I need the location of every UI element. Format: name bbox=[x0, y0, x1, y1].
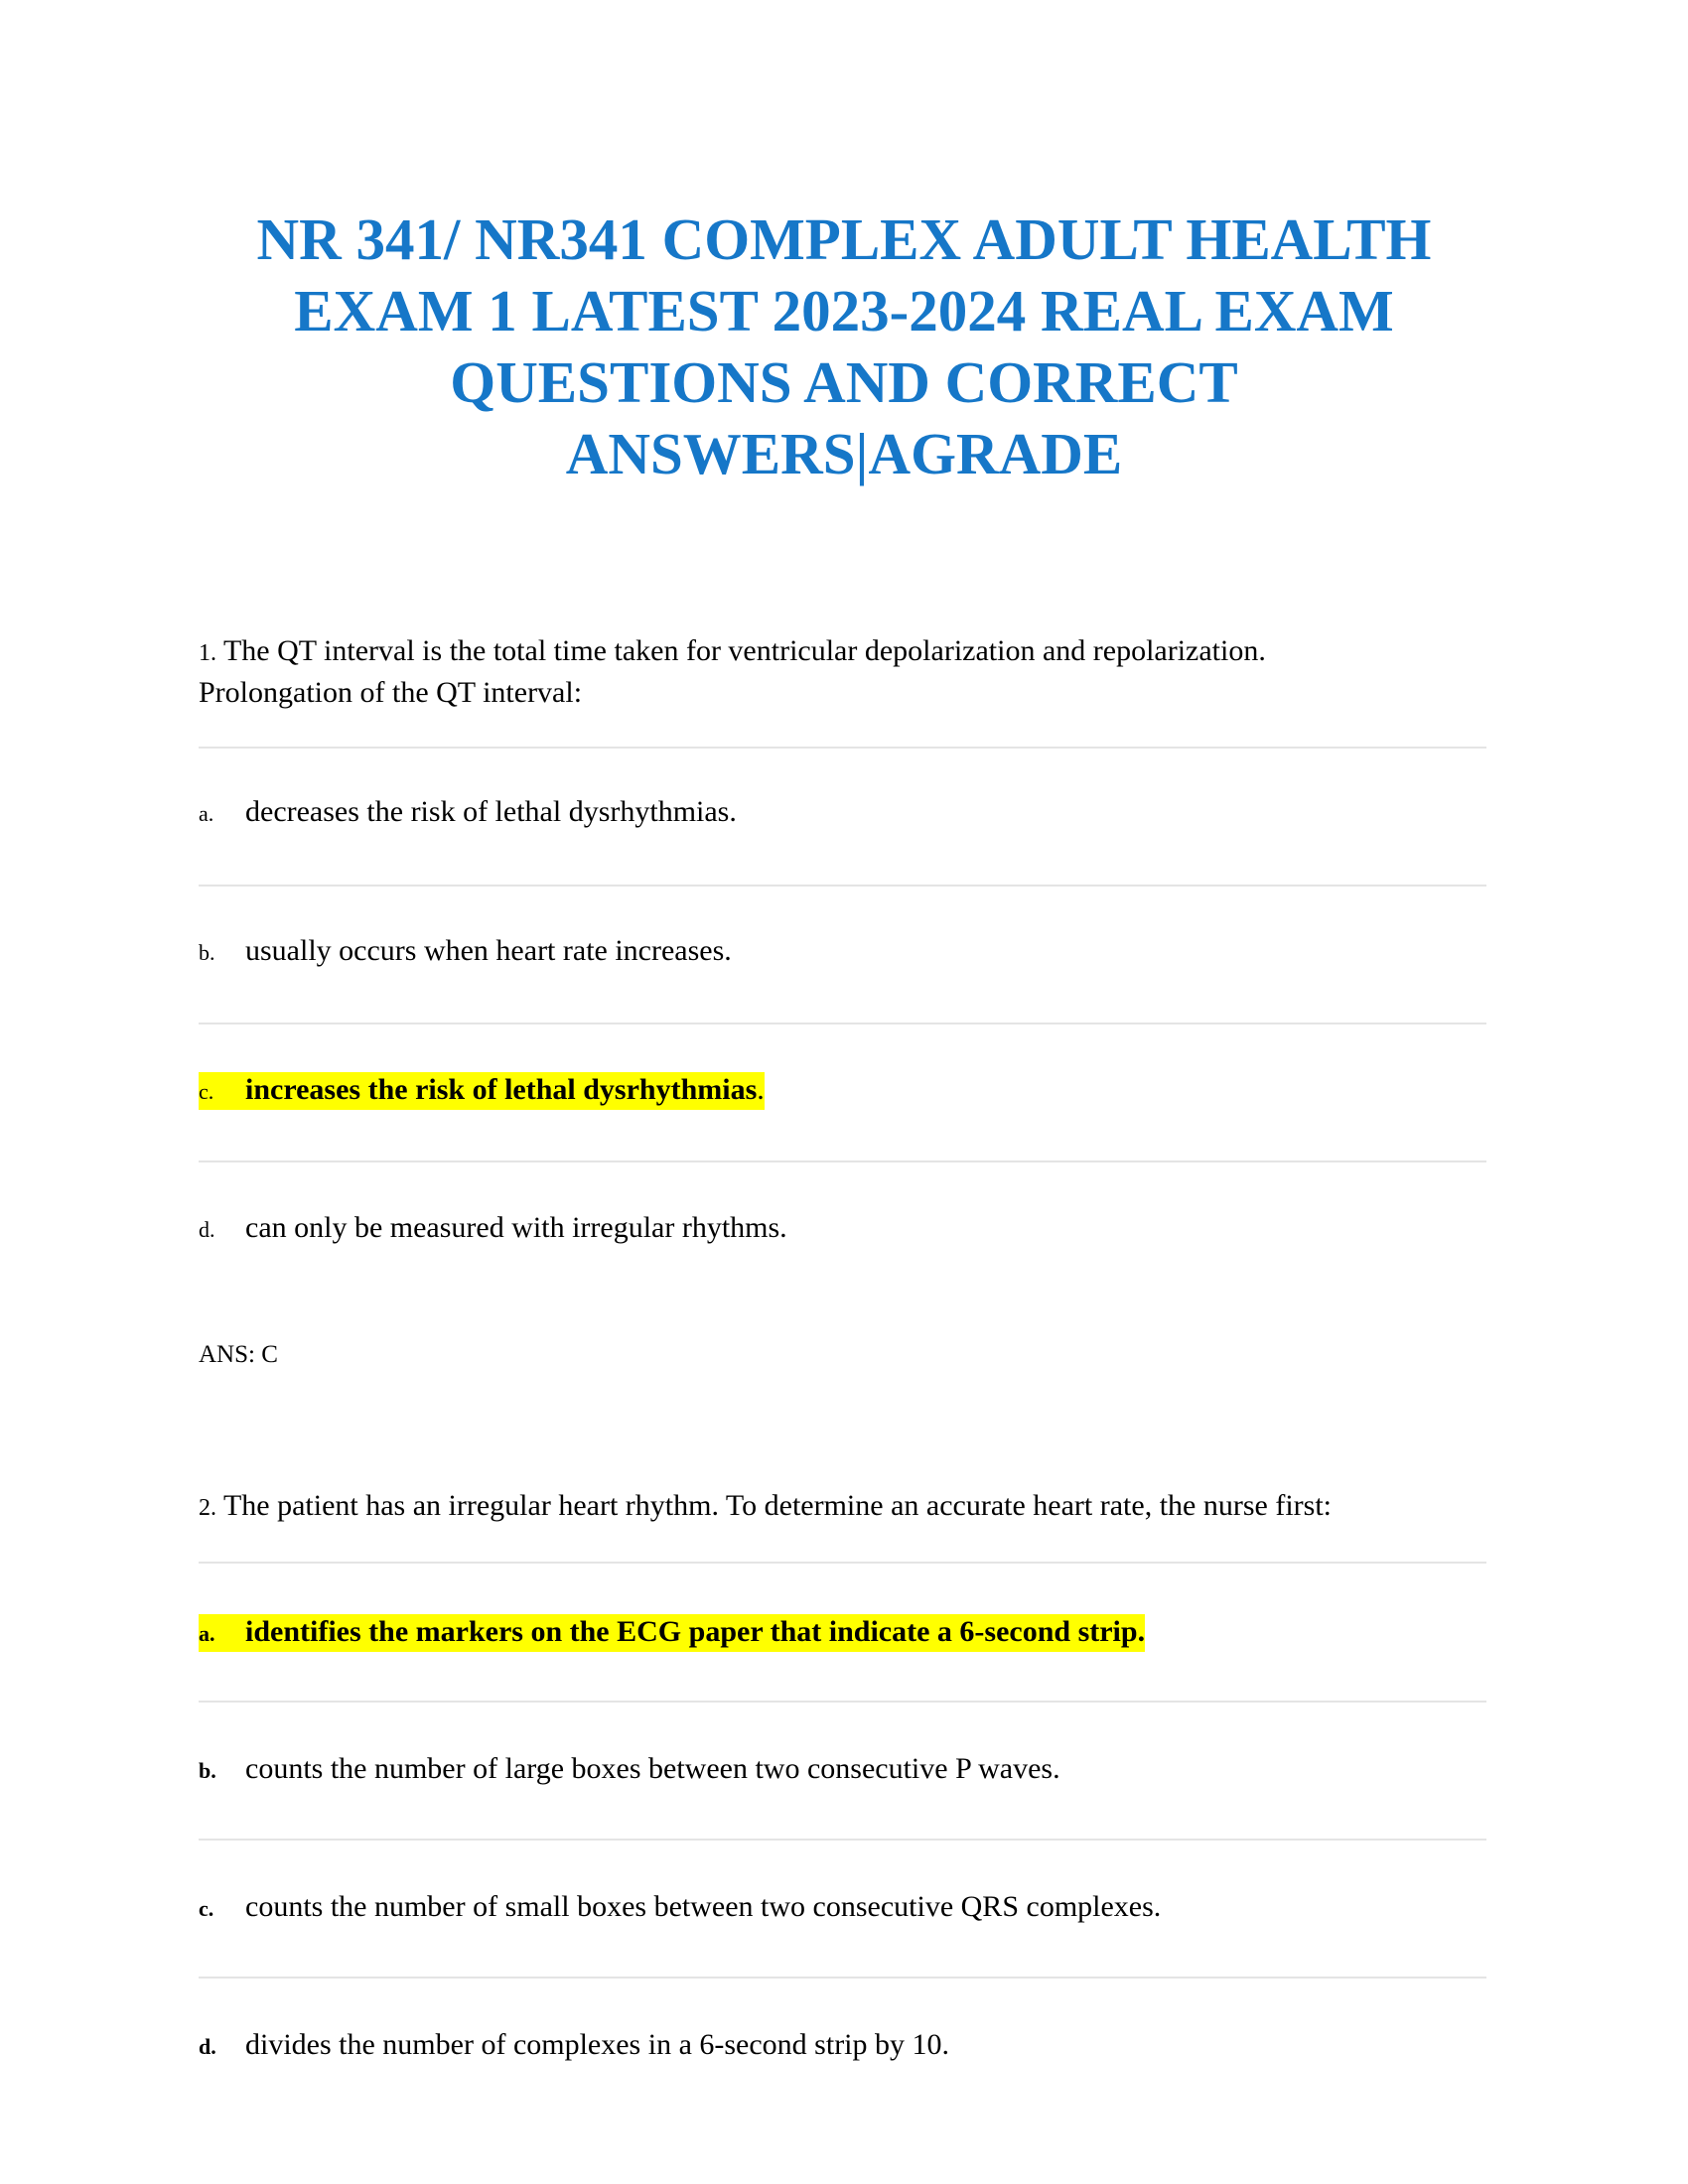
divider bbox=[199, 1839, 1486, 1841]
title-line: EXAM 1 LATEST 2023-2024 REAL EXAM bbox=[294, 278, 1394, 343]
title-line: QUESTIONS AND CORRECT bbox=[450, 349, 1238, 415]
divider bbox=[199, 885, 1486, 887]
question-1-option-d bbox=[199, 1210, 787, 1248]
title-line: NR 341/ NR341 COMPLEX ADULT HEALTH bbox=[256, 206, 1432, 272]
option-letter: a. bbox=[199, 801, 214, 826]
question-1-answer: ANS: C bbox=[199, 1341, 278, 1368]
question-1-stem bbox=[199, 631, 1489, 712]
option-text: usually occurs when heart rate increases. bbox=[245, 934, 732, 967]
question-text: The patient has an irregular heart rhythm. To determine an accurate heart rate, the nurse first: bbox=[222, 1489, 1332, 1522]
question-2-option-d bbox=[199, 2027, 949, 2065]
divider bbox=[199, 747, 1486, 749]
option-letter: b. bbox=[199, 940, 215, 965]
question-2-option-a bbox=[199, 1614, 1145, 1652]
question-1-option-c bbox=[199, 1072, 765, 1110]
question-1-option-a bbox=[199, 794, 737, 832]
question-number: 1. bbox=[199, 640, 216, 666]
question-1-option-b bbox=[199, 933, 732, 971]
divider bbox=[199, 1023, 1486, 1024]
document-title bbox=[149, 204, 1539, 489]
option-text: increases the risk of lethal dysrhythmias bbox=[245, 1073, 758, 1106]
question-2-option-b bbox=[199, 1751, 1060, 1789]
divider bbox=[199, 1562, 1486, 1564]
divider bbox=[199, 1977, 1486, 1979]
option-letter: b. bbox=[199, 1758, 216, 1783]
option-text: counts the number of small boxes between two consecutive QRS complexes. bbox=[245, 1890, 1162, 1923]
divider bbox=[199, 1160, 1486, 1162]
option-text: can only be measured with irregular rhythms. bbox=[245, 1211, 787, 1244]
question-2-option-c bbox=[199, 1889, 1161, 1927]
option-text: counts the number of large boxes between two consecutive P waves. bbox=[245, 1752, 1060, 1785]
question-2-stem bbox=[199, 1486, 1489, 1528]
question-text: The QT interval is the total time taken for ventricular depolarization and repolarization. bbox=[222, 634, 1266, 667]
option-letter: a. bbox=[199, 1621, 215, 1646]
option-letter: d. bbox=[199, 1217, 215, 1242]
title-line: ANSWERS|AGRADE bbox=[565, 421, 1123, 486]
option-text: identifies the markers on the ECG paper that indicate a 6-second strip. bbox=[245, 1615, 1146, 1648]
divider bbox=[199, 1701, 1486, 1703]
option-letter: c. bbox=[199, 1896, 214, 1921]
option-letter: c. bbox=[199, 1079, 214, 1104]
option-text: divides the number of complexes in a 6-second strip by 10. bbox=[245, 2028, 950, 2061]
question-number: 2. bbox=[199, 1495, 216, 1521]
option-letter: d. bbox=[199, 2034, 216, 2059]
question-text: Prolongation of the QT interval: bbox=[199, 676, 583, 709]
option-suffix: . bbox=[757, 1073, 765, 1106]
option-text: decreases the risk of lethal dysrhythmias. bbox=[245, 795, 737, 828]
